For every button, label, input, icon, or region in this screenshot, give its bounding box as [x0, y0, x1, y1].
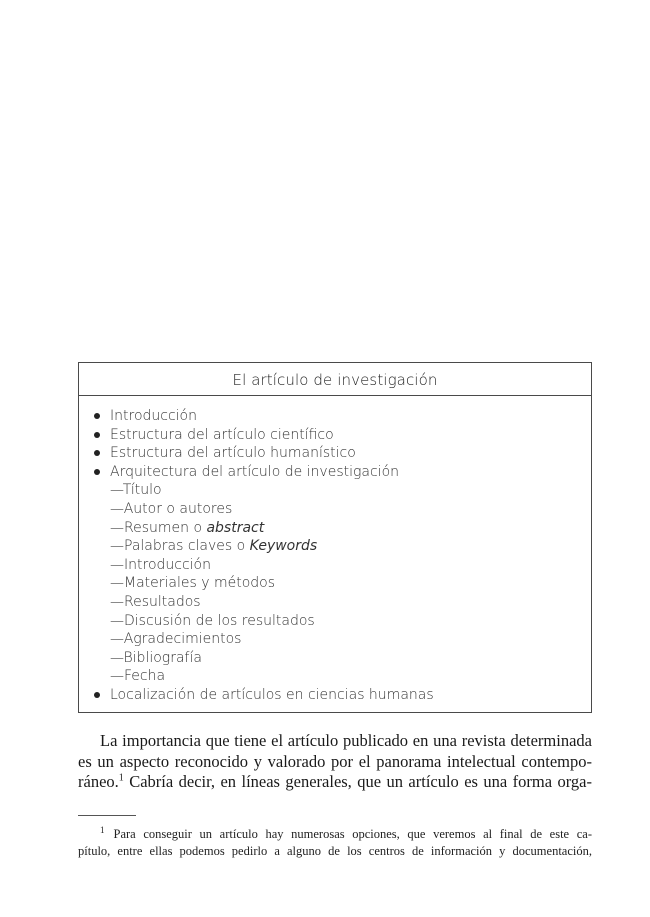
footnote-divider [78, 815, 136, 816]
outline-subitem: —Bibliografía [110, 649, 202, 666]
outline-item: Estructura del artículo científico [79, 426, 591, 445]
footnote-number: 1 [100, 824, 105, 835]
outline-subitem [79, 519, 591, 538]
body-paragraph [78, 731, 592, 793]
body-text-segment: ráneo. [78, 772, 119, 791]
footnote-line: pítulo, entre ellas podemos pedirlo a alguno de los centros de información y documentación, [78, 843, 592, 858]
outline-subitem: —Materiales y métodos [110, 575, 276, 592]
outline-item: Estructura del artículo humanístico [79, 444, 591, 463]
footnote-line [78, 826, 592, 843]
outline-subitem: —Introducción [110, 556, 211, 573]
footnote [78, 826, 592, 859]
outline-list [79, 396, 591, 705]
outline-subitem: —Autor o autores [110, 500, 233, 517]
body-text-segment: Cabría decir, en líneas generales, que un artículo es una forma orga- [123, 772, 592, 791]
outline-item: Arquitectura del artículo de investigación [79, 463, 591, 482]
outline-subitem: —Discusión de los resultados [110, 612, 315, 629]
outline-subitem: —Título [110, 482, 162, 499]
footnote-reference[interactable]: 1 [118, 772, 124, 784]
outline-title: El artículo de investigación [79, 363, 591, 396]
outline-subitem [79, 537, 591, 556]
outline-subitem: —Agradecimientos [110, 631, 242, 648]
body-line [78, 772, 592, 793]
outline-subitem: —Resultados [110, 593, 201, 610]
subitem-prefix: —Resumen o [110, 519, 207, 536]
outline-item: Localización de artículos en ciencias humanas [79, 686, 591, 705]
outline-subitem: —Fecha [110, 668, 166, 685]
subitem-prefix: —Palabras claves o [110, 538, 250, 555]
subitem-emphasis: Keywords [249, 538, 318, 555]
subitem-emphasis: abstract [206, 519, 265, 536]
body-line: es un aspecto reconocido y valorado por el panorama intelectual contempo- [78, 751, 592, 771]
chapter-outline-box [78, 362, 592, 713]
footnote-text: Para conseguir un artículo hay numerosas opciones, que veremos al final de este ca- [113, 827, 592, 841]
outline-item: Introducción [79, 407, 591, 426]
body-line: La importancia que tiene el artículo publicado en una revista determinada [100, 731, 592, 750]
